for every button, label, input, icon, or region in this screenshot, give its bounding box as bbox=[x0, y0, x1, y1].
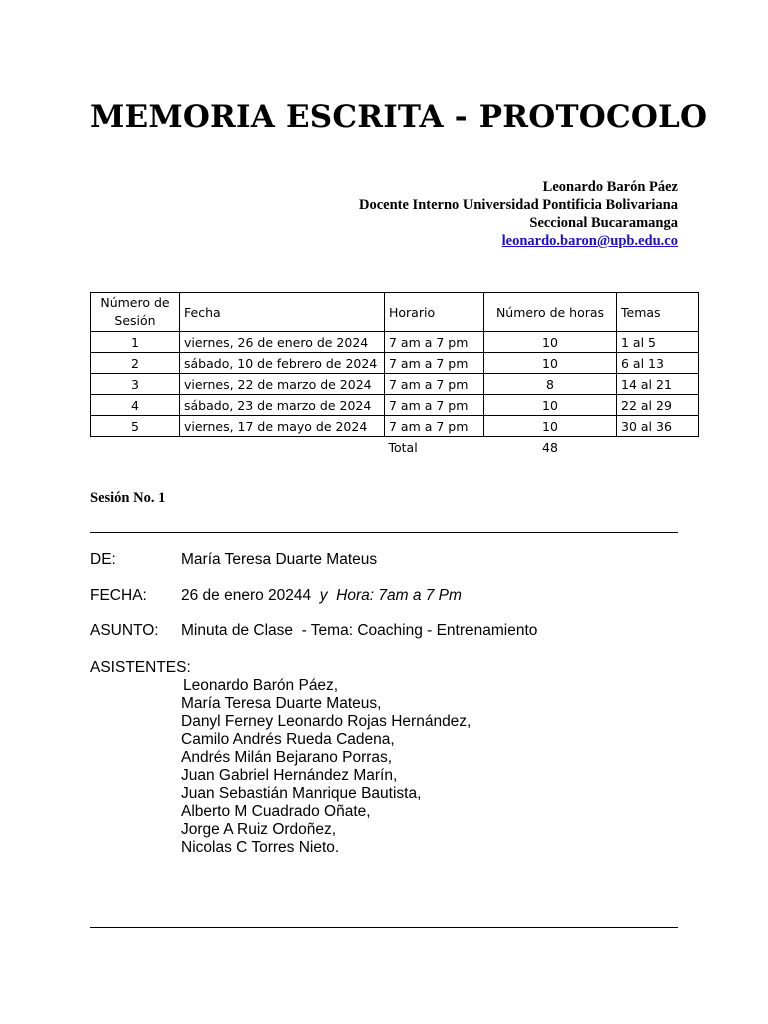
table-total-row bbox=[91, 437, 699, 458]
session-topics-cell: 30 al 36 bbox=[617, 416, 699, 437]
fecha-connector: y bbox=[319, 587, 328, 604]
session-date-cell: sábado, 23 de marzo de 2024 bbox=[180, 395, 385, 416]
list-item: Jorge A Ruiz Ordoñez, bbox=[181, 821, 337, 838]
author-name: Leonardo Barón Páez bbox=[542, 179, 678, 195]
session-number-cell: 2 bbox=[91, 353, 180, 374]
session-hours-cell: 10 bbox=[484, 416, 617, 437]
list-item: Nicolas C Torres Nieto. bbox=[181, 839, 340, 856]
list-item: María Teresa Duarte Mateus, bbox=[181, 695, 382, 712]
session-number-cell: 4 bbox=[91, 395, 180, 416]
list-item: Juan Gabriel Hernández Marín, bbox=[181, 767, 398, 784]
asunto-label: ASUNTO: bbox=[90, 622, 159, 639]
column-header: Temas bbox=[617, 293, 699, 332]
table-header-row bbox=[91, 293, 699, 332]
fecha-value-line bbox=[181, 587, 462, 605]
session-topics-cell: 14 al 21 bbox=[617, 374, 699, 395]
asistentes-list bbox=[181, 677, 471, 857]
session-topics-cell: 22 al 29 bbox=[617, 395, 699, 416]
session-date-cell: viernes, 17 de mayo de 2024 bbox=[180, 416, 385, 437]
sessions-table bbox=[90, 292, 699, 457]
column-header: Horario bbox=[385, 293, 484, 332]
session-number-cell: 1 bbox=[91, 332, 180, 353]
fecha-value: 26 de enero 20244 bbox=[181, 587, 312, 604]
session-date-cell: viernes, 22 de marzo de 2024 bbox=[180, 374, 385, 395]
divider-bottom bbox=[90, 927, 678, 928]
asunto-value: Minuta de Clase - Tema: Coaching - Entrenamiento bbox=[181, 622, 538, 639]
total-value: 48 bbox=[542, 439, 558, 455]
session-hours-cell: 10 bbox=[484, 395, 617, 416]
table-row bbox=[91, 416, 699, 437]
table-row bbox=[91, 353, 699, 374]
de-value: María Teresa Duarte Mateus bbox=[181, 551, 378, 568]
list-item: Danyl Ferney Leonardo Rojas Hernández, bbox=[181, 713, 472, 730]
session-hours-cell: 10 bbox=[484, 332, 617, 353]
fecha-hora: Hora: 7am a 7 Pm bbox=[336, 587, 462, 604]
divider-top bbox=[90, 532, 678, 533]
asistentes-label: ASISTENTES: bbox=[90, 659, 191, 676]
session-hours-cell: 8 bbox=[484, 374, 617, 395]
list-item: Alberto M Cuadrado Oñate, bbox=[181, 803, 371, 820]
document-title: MEMORIA ESCRITA - PROTOCOLO bbox=[90, 99, 708, 135]
author-block bbox=[359, 178, 678, 250]
session-schedule-cell: 7 am a 7 pm bbox=[385, 395, 484, 416]
author-position: Docente Interno Universidad Pontificia Bolivariana bbox=[359, 197, 678, 213]
session-number-cell: 5 bbox=[91, 416, 180, 437]
table-row bbox=[91, 332, 699, 353]
list-item: Juan Sebastián Manrique Bautista, bbox=[181, 785, 422, 802]
author-email-link[interactable]: leonardo.baron@upb.edu.co bbox=[501, 233, 678, 249]
list-item: Leonardo Barón Páez, bbox=[183, 677, 339, 694]
session-schedule-cell: 7 am a 7 pm bbox=[385, 332, 484, 353]
de-label: DE: bbox=[90, 551, 116, 568]
session-date-cell: sábado, 10 de febrero de 2024 bbox=[180, 353, 385, 374]
table-row bbox=[91, 395, 699, 416]
total-label: Total bbox=[388, 439, 418, 455]
column-header: Fecha bbox=[180, 293, 385, 332]
list-item: Andrés Milán Bejarano Porras, bbox=[181, 749, 393, 766]
session-schedule-cell: 7 am a 7 pm bbox=[385, 353, 484, 374]
column-header: Número de Sesión bbox=[91, 293, 180, 332]
table-row bbox=[91, 374, 699, 395]
column-header: Número de horas bbox=[484, 293, 617, 332]
session-heading: Sesión No. 1 bbox=[90, 490, 166, 506]
session-schedule-cell: 7 am a 7 pm bbox=[385, 374, 484, 395]
list-item: Camilo Andrés Rueda Cadena, bbox=[181, 731, 395, 748]
session-number-cell: 3 bbox=[91, 374, 180, 395]
session-hours-cell: 10 bbox=[484, 353, 617, 374]
session-date-cell: viernes, 26 de enero de 2024 bbox=[180, 332, 385, 353]
session-topics-cell: 6 al 13 bbox=[617, 353, 699, 374]
author-campus: Seccional Bucaramanga bbox=[529, 215, 678, 231]
fecha-label: FECHA: bbox=[90, 587, 147, 604]
session-schedule-cell: 7 am a 7 pm bbox=[385, 416, 484, 437]
session-topics-cell: 1 al 5 bbox=[617, 332, 699, 353]
